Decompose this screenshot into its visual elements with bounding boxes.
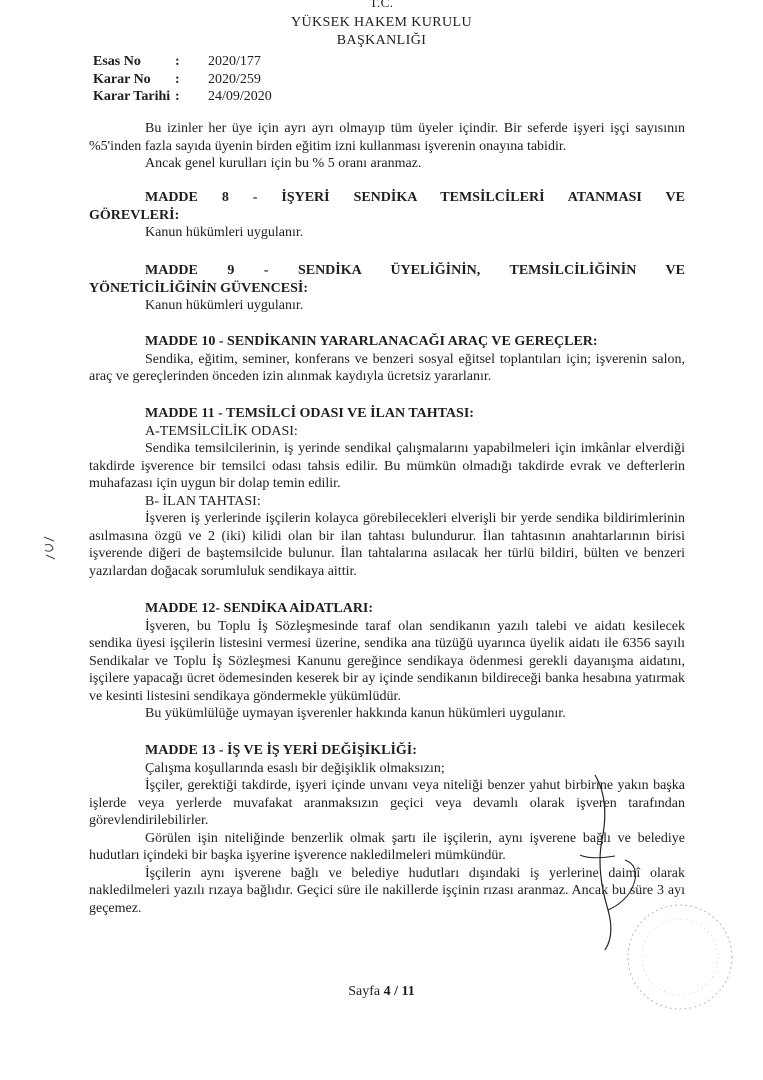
article-8-text: Kanun hükümleri uygulanır. xyxy=(145,225,304,240)
article-9-title-line-1: MADDE 9 - SENDİKA ÜYELİĞİNİN, TEMSİLCİLİĞİNİN VE xyxy=(145,263,685,278)
article-12-text-2: Bu yükümlülüğe uymayan işverenler hakkında kanun hükümleri uygulanır. xyxy=(145,706,566,721)
meta-row-decision-no xyxy=(93,71,353,89)
article-13-paragraph-1: Çalışma koşullarında esaslı bir değişiklik olmaksızın; xyxy=(145,760,445,776)
meta-label: Karar Tarihi xyxy=(93,89,171,104)
meta-value: 2020/177 xyxy=(208,54,261,69)
header-department: BAŞKANLIĞI xyxy=(336,33,427,48)
meta-colon: : xyxy=(175,71,180,87)
page-current: 4 xyxy=(383,984,391,999)
meta-value: 24/09/2020 xyxy=(208,89,272,104)
page-total: 11 xyxy=(401,984,415,999)
article-9-title-line-2: YÖNETİCİLİĞİNİN GÜVENCESİ: xyxy=(89,280,308,296)
article-12-title: MADDE 12- SENDİKA AİDATLARI: xyxy=(145,601,374,616)
page-label: Sayfa xyxy=(348,984,381,999)
article-10-title: MADDE 10 - SENDİKANIN YARARLANACAĞI ARAÇ VE GEREÇLER: xyxy=(145,334,598,349)
intro-section xyxy=(89,120,685,173)
article-12 xyxy=(89,600,685,723)
article-13-paragraph-4: İşçilerin aynı işverene bağlı ve belediye hudutları dışındaki iş yerlerine daimî olarak nakledilmeleri yazılı rızaya bağlıdır. Geçici süre ile nakillerde işçinin rızası aranmaz. Ancak bu süre 3 ayı geçemez. xyxy=(89,865,685,916)
article-10 xyxy=(89,333,685,386)
meta-row-case-no xyxy=(93,53,353,71)
article-11-text-b: İşveren iş yerlerinde işçilerin kolayca görebilecekleri elverişli bir yerde sendika bildirimlerinin asılmasına özgü ve 2 (iki) kilidi olan bir ilan tahtası bulundurur. İlan tahtasının anahtarlarının birisi işverende diğeri de baştemsilcide bulunur. İlan tahtalarına asılacak her türlü bildiri, bülten ve benzeri yazılardan doğacak sorumluluk sendikaya aittir. xyxy=(89,511,685,579)
article-9 xyxy=(89,262,685,315)
meta-colon: : xyxy=(175,54,180,69)
meta-label: Esas No xyxy=(93,54,141,69)
article-13-title: MADDE 13 - İŞ VE İŞ YERİ DEĞİŞİKLİĞİ: xyxy=(145,743,417,758)
intro-paragraph-2: Ancak genel kurulları için bu % 5 oranı aranmaz. xyxy=(145,156,422,171)
meta-colon: : xyxy=(175,89,180,104)
meta-label: Karar No xyxy=(93,71,151,87)
article-11-title: MADDE 11 - TEMSİLCİ ODASI VE İLAN TAHTASI: xyxy=(145,406,474,421)
meta-row-decision-date xyxy=(93,88,353,106)
article-11 xyxy=(89,405,685,580)
page-separator: / xyxy=(394,984,399,999)
article-13-paragraph-3: Görülen işin niteliğinde benzerlik olmak şartı ile işçilerin, aynı işverene bağlı ve belediye hudutları içindeki bir başka işyerine işverence nakledilmeleri mümkündür. xyxy=(89,830,685,863)
header-country: T.C. xyxy=(369,0,394,10)
article-12-text: İşveren, bu Toplu İş Sözleşmesinde taraf olan sendikanın yazılı talebi ve aidatı kesilecek sendika üyesi işçilerin listesini vermesi üzerine, sendika ana tüzüğü uyarınca üyelik aidatı ile 6356 sayılı Sendikalar ve Toplu İş Sözleşmesi Kanunu gereğince sendikaya ödenmesi gerekli dayanışma aidatını, işçilere yapacağı ücret ödemesinden keserek bir ay içinde sendikanın bildireceği banka hesabına yatırmak ve kesinti listesini sendikaya göndermekle yükümlüdür. xyxy=(89,618,685,704)
article-8-title-line-1: MADDE 8 - İŞYERİ SENDİKA TEMSİLCİLERİ ATANMASI VE xyxy=(145,190,685,205)
article-9-text: Kanun hükümleri uygulanır. xyxy=(145,298,304,313)
header-organization: YÜKSEK HAKEM KURULU xyxy=(290,15,473,30)
margin-initials-mark xyxy=(40,533,60,563)
stamp-seal xyxy=(600,895,750,1025)
article-13-paragraph-2: İşçiler, gerektiği takdirde, işyeri içinde unvanı veya niteliği benzer yahut birbirine yakın başka işlerde veya yerlerde muvafakat aranmaksızın geçici veya devamlı olarak işveren tarafından görevlendirilebilirler. xyxy=(89,778,685,828)
case-metadata xyxy=(93,53,353,106)
intro-paragraph-1: Bu izinler her üye için ayrı ayrı olmayıp tüm üyeler içindir. Bir seferde işyeri işçi sayısının %5'inden fazla sayıda üyenin birden eğitim izni kullanması işverenin onayına tabidir. xyxy=(89,121,685,154)
meta-value: 2020/259 xyxy=(208,71,261,87)
article-11-subheading-b: B- İLAN TAHTASI: xyxy=(145,493,261,509)
article-11-text-a: Sendika temsilcilerinin, iş yerinde sendikal çalışmalarını yapabilmeleri için imkânlar elverdiği takdirde işverence bir temsilci odası tahsis edilir. Bu mümkün olmadığı takdirde evrak ve defterlerin muhafazası için uygun bir dolap temin edilir. xyxy=(89,441,685,491)
article-8 xyxy=(89,189,685,242)
article-8-title-line-2: GÖREVLERİ: xyxy=(89,207,180,223)
article-10-text: Sendika, eğitim, seminer, konferans ve benzeri sosyal eğitsel toplantıları için; işverenin salon, araç ve gereçlerinden önceden izin alınmak kaydıyla ücretsiz yararlanır. xyxy=(89,351,685,384)
article-11-subheading-a: A-TEMSİLCİLİK ODASI: xyxy=(145,423,298,439)
